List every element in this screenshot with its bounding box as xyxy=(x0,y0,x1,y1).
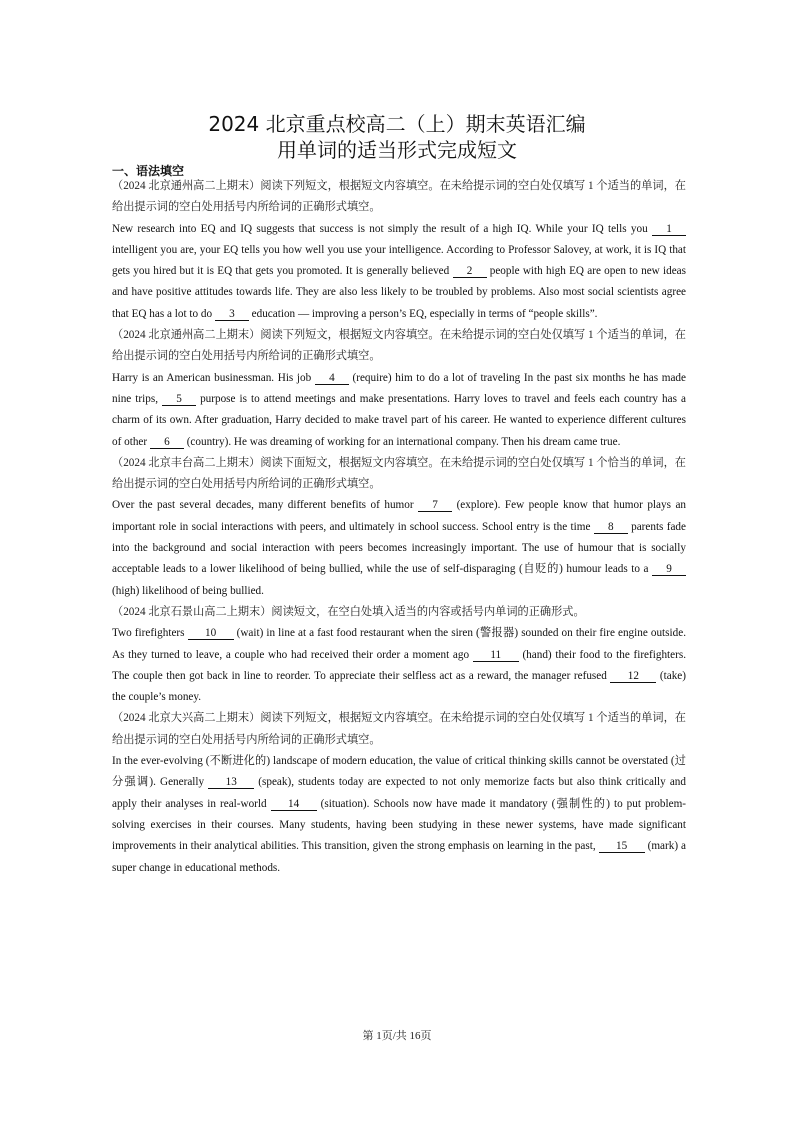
passage-text: In the ever-evolving (不断进化的) landscape of modern education, the value of critical thinking skills cannot be overstated (过分强调). Generally xyxy=(112,755,686,789)
passage-text: education — improving a person’s EQ, especially in terms of “people skills”. xyxy=(248,307,598,320)
passage-text: (speak), students today are expected to not only memorize facts but also think critically and apply their analyses in real-world xyxy=(112,776,686,810)
passage-text: (situation). Schools now have made it mandatory (强制性的) to put problem-solving exercises in their courses. Many students, having been studying in these newer systems, have made significant improvements in their analytical abilities. This transition, given the strong emphasis on learning in the past, xyxy=(112,797,686,853)
passage-body xyxy=(112,623,686,708)
passage-text: parents fade into the background and social interaction with peers becomes increasingly important. The use of humour that is socially acceptable leads to a lower likelihood of being bullied, while the use of self-disparaging (自贬的) humour leads to a xyxy=(112,520,686,576)
passage-body xyxy=(112,368,686,453)
answer-blank-14: 14 xyxy=(271,798,317,811)
passage-header: （2024 北京通州高二上期末）阅读下列短文，根据短文内容填空。在未给提示词的空白处仅填写 1 个适当的单词，在给出提示词的空白处用括号内所给词的正确形式填空。 xyxy=(112,180,686,214)
passage-text: (high) likelihood of being bullied. xyxy=(112,584,264,597)
passage-header: （2024 北京通州高二上期末）阅读下列短文，根据短文内容填空。在未给提示词的空白处仅填写 1 个适当的单词，在给出提示词的空白处用括号内所给词的正确形式填空。 xyxy=(112,329,686,363)
answer-blank-5: 5 xyxy=(162,393,196,406)
passage-text: (wait) in line at a fast food restaurant when the siren (警报器) sounded on their fire engine outside. As they turned to leave, a couple who had received their order a moment ago xyxy=(112,627,686,661)
passage-header: （2024 北京大兴高二上期末）阅读下列短文，根据短文内容填空。在未给提示词的空白处仅填写 1 个适当的单词，在给出提示词的空白处用括号内所给词的正确形式填空。 xyxy=(112,712,686,746)
passage-text: Over the past several decades, many different benefits of humor xyxy=(112,499,419,512)
passage-text: (explore). Few people know that humor plays an important role in social interactions with peers, and ultimately in school success. School entry is the time xyxy=(112,499,686,533)
passage-text: intelligent you are, your EQ tells you how well you use your intelligence. According to Professor Salovey, at work, it is IQ that gets you hired but it is EQ that gets you promoted. It is generally believed xyxy=(112,243,686,278)
passage-header: （2024 北京丰台高二上期末）阅读下面短文，根据短文内容填空。在未给提示词的空白处仅填写 1 个恰当的单词，在给出提示词的空白处用括号内所给词的正确形式填空。 xyxy=(112,456,686,491)
passage-text: (require) him to do a lot of traveling In the past six months he has made nine trips, xyxy=(112,371,686,405)
answer-blank-3: 3 xyxy=(215,308,249,321)
passage-text: purpose is to attend meetings and make presentations. Harry loves to travel and feels each country has a charm of its own. After graduation, Harry decided to make travel part of his career. He wanted to experience different cultures of other xyxy=(112,392,686,448)
passage xyxy=(112,708,686,878)
passage-body xyxy=(112,219,686,325)
answer-blank-15: 15 xyxy=(599,840,645,853)
answer-blank-6: 6 xyxy=(150,436,184,449)
passage xyxy=(112,176,686,325)
passage-body xyxy=(112,495,686,601)
answer-blank-1: 1 xyxy=(652,223,686,236)
passage-text: Harry is an American businessman. His job xyxy=(112,371,315,384)
passage xyxy=(112,453,686,602)
passage-text: Two firefighters xyxy=(112,627,188,640)
answer-blank-13: 13 xyxy=(208,776,254,789)
answer-blank-4: 4 xyxy=(315,372,349,385)
passage-header: （2024 北京石景山高二上期末）阅读短文，在空白处填入适当的内容或括号内单词的正确形式。 xyxy=(112,605,585,618)
passage-body xyxy=(112,751,686,879)
answer-blank-11: 11 xyxy=(473,649,519,662)
passage-text: (country). He was dreaming of working for an international company. Then his dream came true. xyxy=(183,435,621,448)
passage xyxy=(112,602,686,708)
passage-text: (take) the couple’s money. xyxy=(112,669,686,704)
passages-container xyxy=(112,176,686,879)
answer-blank-7: 7 xyxy=(418,499,452,512)
section-heading: 一、语法填空 xyxy=(112,164,185,178)
answer-blank-2: 2 xyxy=(453,265,487,278)
passage-text: New research into EQ and IQ suggests that success is not simply the result of a high IQ. While your IQ tells you xyxy=(112,222,652,235)
answer-blank-10: 10 xyxy=(188,627,234,640)
answer-blank-9: 9 xyxy=(652,563,686,576)
page-number: 第 1页/共 16页 xyxy=(362,1030,432,1042)
page-subtitle: 用单词的适当形式完成短文 xyxy=(277,138,517,162)
answer-blank-8: 8 xyxy=(594,521,628,534)
passage-text: people with high EQ are open to new ideas and have positive attitudes towards life. They are also less likely to be troubled by problems. Also most social scientists agree that EQ has a lot to do xyxy=(112,265,686,320)
answer-blank-12: 12 xyxy=(610,670,656,683)
page-title: 2024 北京重点校高二（上）期末英语汇编 xyxy=(208,112,586,136)
passage xyxy=(112,325,686,453)
passage-text: (hand) their food to the firefighters. The couple then got back in line to reorder. To appreciate their selfless act as a reward, the manager refused xyxy=(112,648,686,682)
passage-text: (mark) a super change in educational methods. xyxy=(112,840,687,874)
